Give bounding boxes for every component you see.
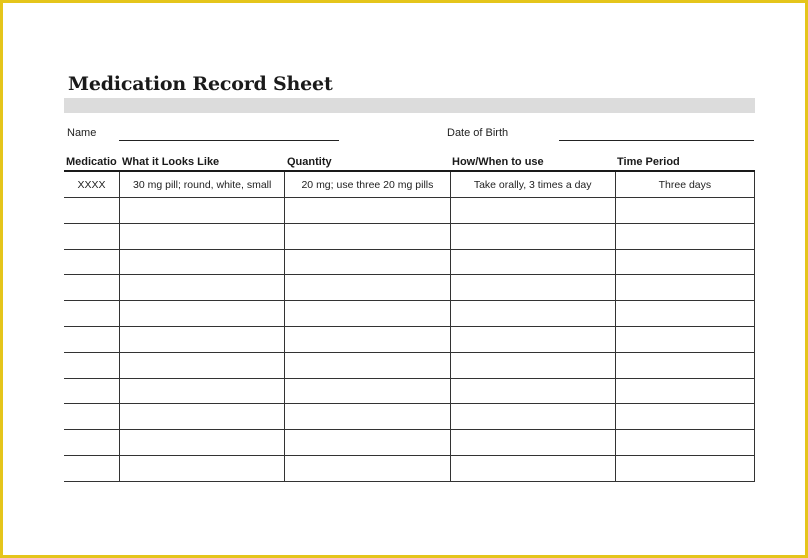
header-quantity: Quantity xyxy=(287,156,332,168)
medication-cell[interactable]: XXXX xyxy=(64,172,120,198)
table-row xyxy=(64,378,755,404)
time-period-cell[interactable] xyxy=(615,275,754,301)
quantity-cell[interactable] xyxy=(285,455,450,481)
quantity-cell[interactable]: 20 mg; use three 20 mg pills xyxy=(285,172,450,198)
name-label: Name xyxy=(67,127,97,139)
quantity-cell[interactable] xyxy=(285,275,450,301)
how-when-cell[interactable]: Take orally, 3 times a day xyxy=(450,172,615,198)
table-row xyxy=(64,172,755,198)
medication-cell[interactable] xyxy=(64,275,120,301)
header-time-period: Time Period xyxy=(617,156,680,168)
table-row xyxy=(64,198,755,224)
time-period-cell[interactable] xyxy=(615,430,754,456)
how-when-cell[interactable] xyxy=(450,301,615,327)
how-when-cell[interactable] xyxy=(450,249,615,275)
how-when-cell[interactable] xyxy=(450,275,615,301)
how-when-cell[interactable] xyxy=(450,430,615,456)
quantity-cell[interactable] xyxy=(285,404,450,430)
how-when-cell[interactable] xyxy=(450,404,615,430)
time-period-cell[interactable] xyxy=(615,404,754,430)
appearance-cell[interactable] xyxy=(120,455,285,481)
appearance-cell[interactable] xyxy=(120,301,285,327)
medication-cell[interactable] xyxy=(64,326,120,352)
header-how-when: How/When to use xyxy=(452,156,544,168)
table-row xyxy=(64,301,755,327)
appearance-cell[interactable] xyxy=(120,404,285,430)
quantity-cell[interactable] xyxy=(285,430,450,456)
appearance-cell[interactable] xyxy=(120,275,285,301)
quantity-cell[interactable] xyxy=(285,352,450,378)
time-period-cell[interactable] xyxy=(615,455,754,481)
quantity-cell[interactable] xyxy=(285,198,450,224)
appearance-cell[interactable] xyxy=(120,249,285,275)
quantity-cell[interactable] xyxy=(285,378,450,404)
table-row xyxy=(64,326,755,352)
medication-cell[interactable] xyxy=(64,455,120,481)
quantity-cell[interactable] xyxy=(285,223,450,249)
table-row xyxy=(64,352,755,378)
how-when-cell[interactable] xyxy=(450,455,615,481)
quantity-cell[interactable] xyxy=(285,301,450,327)
how-when-cell[interactable] xyxy=(450,198,615,224)
time-period-cell[interactable] xyxy=(615,198,754,224)
medication-cell[interactable] xyxy=(64,404,120,430)
appearance-cell[interactable]: 30 mg pill; round, white, small xyxy=(120,172,285,198)
table-row xyxy=(64,275,755,301)
quantity-cell[interactable] xyxy=(285,249,450,275)
table-row xyxy=(64,430,755,456)
appearance-cell[interactable] xyxy=(120,223,285,249)
medication-table xyxy=(64,170,755,482)
how-when-cell[interactable] xyxy=(450,326,615,352)
time-period-cell[interactable] xyxy=(615,326,754,352)
dob-label: Date of Birth xyxy=(447,127,509,139)
time-period-cell[interactable] xyxy=(615,301,754,327)
time-period-cell[interactable] xyxy=(615,352,754,378)
appearance-cell[interactable] xyxy=(120,430,285,456)
medication-cell[interactable] xyxy=(64,378,120,404)
appearance-cell[interactable] xyxy=(120,198,285,224)
header-appearance: What it Looks Like xyxy=(122,156,220,168)
title-band xyxy=(64,98,755,113)
table-row xyxy=(64,455,755,481)
name-field-line[interactable] xyxy=(119,140,339,141)
time-period-cell[interactable] xyxy=(615,223,754,249)
medication-cell[interactable] xyxy=(64,198,120,224)
header-medication: Medicatio xyxy=(66,156,117,168)
table-row xyxy=(64,249,755,275)
appearance-cell[interactable] xyxy=(120,352,285,378)
page-title: Medication Record Sheet xyxy=(68,73,333,95)
how-when-cell[interactable] xyxy=(450,352,615,378)
medication-cell[interactable] xyxy=(64,249,120,275)
time-period-cell[interactable] xyxy=(615,378,754,404)
medication-cell[interactable] xyxy=(64,430,120,456)
time-period-cell[interactable]: Three days xyxy=(615,172,754,198)
table-row xyxy=(64,404,755,430)
medication-cell[interactable] xyxy=(64,352,120,378)
dob-field-line[interactable] xyxy=(559,140,754,141)
time-period-cell[interactable] xyxy=(615,249,754,275)
appearance-cell[interactable] xyxy=(120,326,285,352)
medication-cell[interactable] xyxy=(64,223,120,249)
quantity-cell[interactable] xyxy=(285,326,450,352)
how-when-cell[interactable] xyxy=(450,378,615,404)
how-when-cell[interactable] xyxy=(450,223,615,249)
medication-cell[interactable] xyxy=(64,301,120,327)
appearance-cell[interactable] xyxy=(120,378,285,404)
table-row xyxy=(64,223,755,249)
